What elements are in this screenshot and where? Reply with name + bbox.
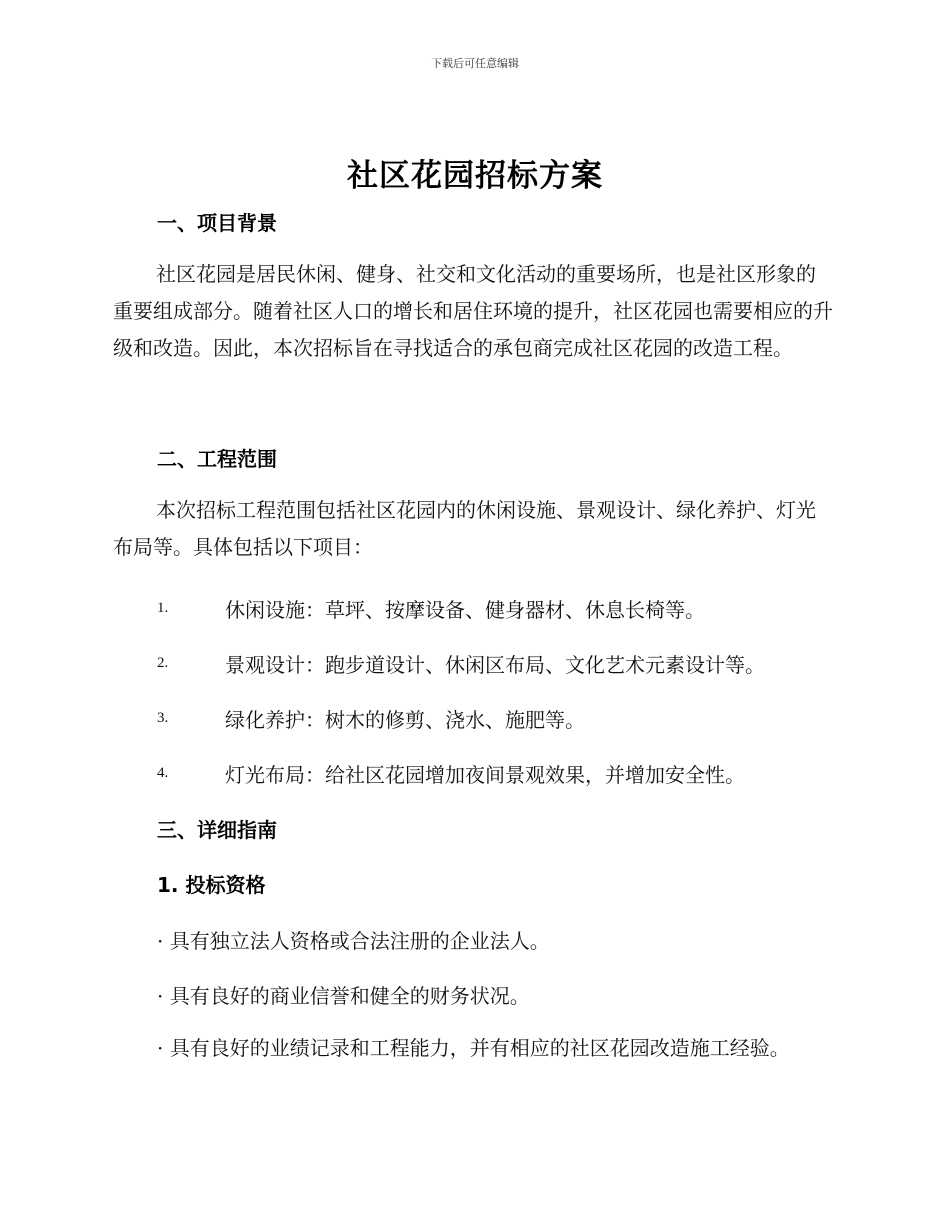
list-item <box>0 649 950 679</box>
list-item <box>0 759 950 789</box>
list-item-number: 4. <box>157 765 169 781</box>
document-title: 社区花园招标方案 <box>347 158 603 194</box>
list-item-number: 2. <box>157 655 169 671</box>
list-item-text: 绿化养护：树木的修剪、浇水、施肥等。 <box>225 708 585 732</box>
bullet-item: · 具有独立法人资格或合法注册的企业法人。 <box>157 929 550 953</box>
list-item-text: 休闲设施：草坪、按摩设备、健身器材、休息长椅等。 <box>225 598 705 622</box>
section-heading-background: 一、项目背景 <box>157 211 277 235</box>
section-paragraph-background: 社区花园是居民休闲、健身、社交和文化活动的重要场所，也是社区形象的重要组成部分。随着社区人口的增长和居住环境的提升，社区花园也需要相应的升级和改造。因此，本次招标旨在寻找适合的承包商完成社区花园的改造工程。 <box>113 262 833 360</box>
section-heading-guide: 三、详细指南 <box>157 818 277 842</box>
list-item-text: 景观设计：跑步道设计、休闲区布局、文化艺术元素设计等。 <box>225 653 765 677</box>
list-item-number: 1. <box>157 600 169 616</box>
section-heading-scope: 二、工程范围 <box>157 447 277 471</box>
list-item <box>0 594 950 624</box>
header-note: 下载后可任意编辑 <box>431 57 519 70</box>
subheading-bid-qualification: 1. 投标资格 <box>157 873 266 897</box>
list-item <box>0 704 950 734</box>
list-item-number: 3. <box>157 710 169 726</box>
bullet-item: · 具有良好的业绩记录和工程能力，并有相应的社区花园改造施工经验。 <box>157 1036 790 1060</box>
list-item-text: 灯光布局：给社区花园增加夜间景观效果，并增加安全性。 <box>225 763 745 787</box>
section-paragraph-scope: 本次招标工程范围包括社区花园内的休闲设施、景观设计、绿化养护、灯光布局等。具体包括以下项目： <box>113 498 816 559</box>
bullet-item: · 具有良好的商业信誉和健全的财务状况。 <box>157 984 530 1008</box>
